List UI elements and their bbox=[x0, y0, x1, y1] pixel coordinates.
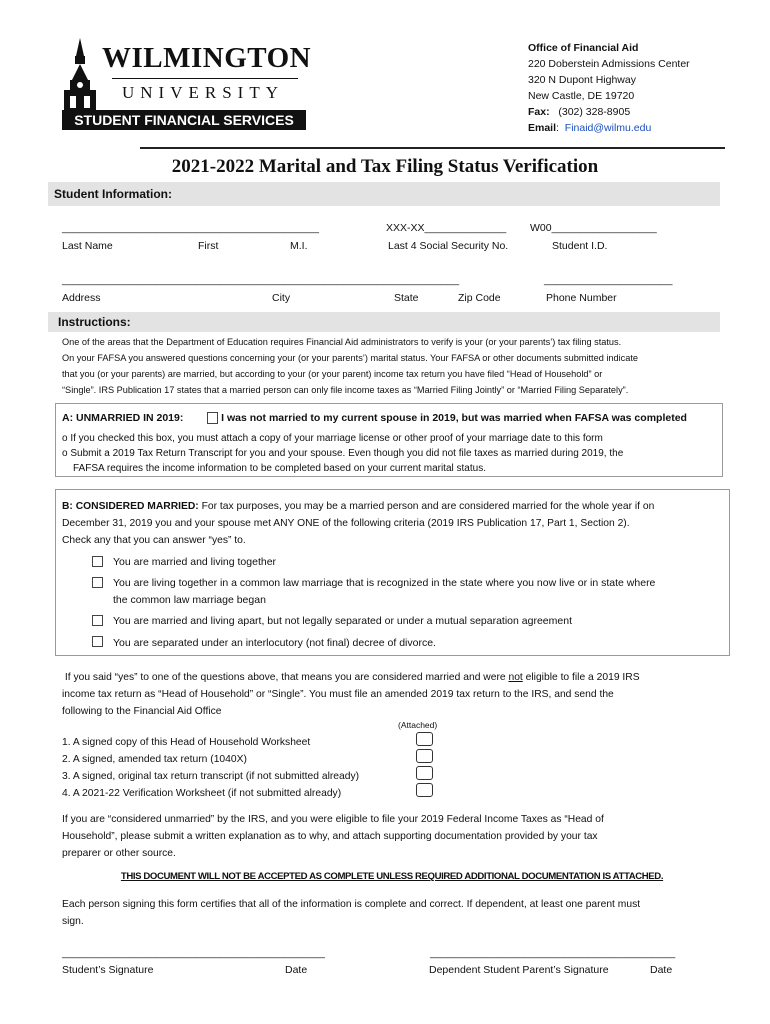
email-link[interactable]: Finaid@wilmu.edu bbox=[564, 122, 652, 134]
ssn-label: Last 4 Social Security No. bbox=[388, 240, 509, 252]
yes-text: following to the Financial Aid Office bbox=[62, 706, 222, 717]
logo-wordmark-mid: UNIVERSITY bbox=[122, 83, 284, 102]
separated-decree-checkbox[interactable] bbox=[92, 635, 103, 647]
instructions-line: that you (or your parents) are married, but according to your (or your parent) income tax return you have filed “Head of Household” or bbox=[62, 369, 603, 379]
option-label-cont: the common law marriage began bbox=[113, 594, 266, 606]
instructions-text bbox=[62, 334, 722, 398]
logo-band: STUDENT FINANCIAL SERVICES bbox=[62, 110, 306, 130]
attached-checkbox-3[interactable] bbox=[416, 766, 433, 780]
fax-number: (302) 328-8905 bbox=[558, 106, 631, 118]
section-a-bullet: o Submit a 2019 Tax Return Transcript for you and your spouse. Even though you did not file taxes as married during 2019, the bbox=[62, 448, 624, 459]
student-signature-line[interactable]: _____________________________________________ bbox=[62, 947, 325, 959]
student-signature-label: Student’s Signature bbox=[62, 964, 154, 976]
yes-text: income tax return as “Head of Household” or “Single”. You must file an amended 2019 tax return to the IRS, and send the bbox=[62, 689, 614, 700]
section-a-label: A: UNMARRIED IN 2019: bbox=[62, 412, 184, 424]
unmarried-text: Household”, please submit a written explanation as to why, and attach supporting documentation provided by your tax bbox=[62, 831, 598, 842]
certify-text: Each person signing this form certifies that all of the information is complete and correct. If dependent, at least one parent must bbox=[62, 899, 641, 910]
logo-rule bbox=[112, 78, 298, 79]
section-a-header bbox=[62, 412, 687, 424]
attached-header: (Attached) bbox=[398, 720, 438, 730]
section-b-label: B: CONSIDERED MARRIED: bbox=[62, 501, 199, 512]
instructions-line: One of the areas that the Department of Education requires Financial Aid administrators to verify is your (or your parents’) tax filing status. bbox=[62, 337, 622, 347]
yes-text: If you said “yes” to one of the questions above, that means you are considered married and were bbox=[64, 672, 509, 683]
instructions-line: “Single”. IRS Publication 17 states that a married person can only file income taxes as “Married Filing Jointly” or “Married Filing Separately”. bbox=[62, 385, 629, 395]
unmarried-checkbox[interactable] bbox=[207, 412, 218, 424]
attached-checkbox-1[interactable] bbox=[416, 732, 433, 746]
header-divider bbox=[140, 147, 725, 149]
list-item: 3. A signed, original tax return transcript (if not submitted already) bbox=[62, 771, 360, 782]
unmarried-text: If you are “considered unmarried” by the IRS, and you were eligible to file your 2019 Federal Income Taxes as “Head of bbox=[62, 814, 604, 825]
parent-date-label: Date bbox=[650, 964, 673, 976]
fax-label: Fax: bbox=[528, 106, 550, 118]
list-item: 2. A signed, amended tax return (1040X) bbox=[62, 754, 247, 765]
option-label: You are living together in a common law marriage that is recognized in the state where you now live or in state where bbox=[113, 577, 656, 589]
parent-signature-label: Dependent Student Parent’s Signature bbox=[429, 964, 609, 976]
fax-line bbox=[528, 104, 690, 120]
logo-wordmark-top: WILMINGTON bbox=[102, 42, 312, 74]
office-title: Office of Financial Aid bbox=[528, 42, 639, 54]
common-law-checkbox[interactable] bbox=[92, 576, 103, 588]
student-date-label: Date bbox=[285, 964, 308, 976]
unmarried-paragraph bbox=[62, 811, 604, 862]
page-title: 2021-2022 Marital and Tax Filing Status Verification bbox=[171, 156, 599, 177]
section-a-bullet-cont: FAFSA requires the income information to be completed based on your current marital status. bbox=[73, 463, 486, 474]
state-label: State bbox=[394, 292, 419, 304]
certify-paragraph bbox=[62, 896, 640, 930]
address-line: New Castle, DE 19720 bbox=[528, 90, 635, 102]
list-item: 4. A 2021-22 Verification Worksheet (if not submitted already) bbox=[62, 788, 342, 799]
section-b-intro bbox=[62, 498, 654, 549]
student-id-label: Student I.D. bbox=[552, 240, 608, 252]
section-a-bullets bbox=[62, 431, 623, 476]
email-line: Email: Finaid@wilmu.edu bbox=[528, 122, 652, 134]
yes-text-underline: not bbox=[508, 672, 523, 683]
section-a-bullet: o If you checked this box, you must attach a copy of your marriage license or other proof of your marriage date to this form bbox=[62, 433, 603, 444]
last-name-label: Last Name bbox=[62, 240, 113, 252]
section-b-text: December 31, 2019 you and your spouse met ANY ONE of the following criteria (2019 IRS Publication 17, Part 1, Section 2). bbox=[62, 518, 630, 529]
list-item: 1. A signed copy of this Head of Household Worksheet bbox=[62, 737, 311, 748]
attached-checkbox-2[interactable] bbox=[416, 749, 433, 763]
address-line: 320 N Dupont Highway bbox=[528, 74, 636, 86]
option-label: You are married and living apart, but not legally separated or under a mutual separation agreement bbox=[113, 615, 572, 627]
phone-input-line[interactable]: ______________________ bbox=[544, 274, 673, 286]
section-b-text: Check any that you can answer “yes” to. bbox=[62, 535, 246, 546]
unmarried-text: preparer or other source. bbox=[62, 848, 176, 859]
option-label: You are married and living together bbox=[113, 556, 277, 568]
attached-checkbox-4[interactable] bbox=[416, 783, 433, 797]
parent-signature-line[interactable]: __________________________________________ bbox=[430, 947, 676, 959]
clock-tower-icon bbox=[62, 38, 98, 120]
name-input-line[interactable]: ____________________________________________ bbox=[62, 222, 319, 234]
option-label: You are separated under an interlocutory (not final) decree of divorce. bbox=[113, 637, 436, 649]
city-label: City bbox=[272, 292, 291, 304]
yes-text: eligible to file a 2019 IRS bbox=[522, 672, 640, 683]
address-line: 220 Doberstein Admissions Center bbox=[528, 58, 690, 70]
required-docs-list bbox=[62, 734, 359, 802]
mi-label: M.I. bbox=[290, 240, 308, 252]
phone-label: Phone Number bbox=[546, 292, 617, 304]
married-living-apart-checkbox[interactable] bbox=[92, 614, 103, 626]
married-living-together-checkbox[interactable] bbox=[92, 555, 103, 567]
first-name-label: First bbox=[198, 240, 219, 252]
office-address-block bbox=[528, 40, 690, 136]
required-notice: THIS DOCUMENT WILL NOT BE ACCEPTED AS COMPLETE UNLESS REQUIRED ADDITIONAL DOCUMENTATION IS ATTACHED. bbox=[120, 871, 664, 882]
unmarried-checkbox-text: I was not married to my current spouse in 2019, but was married when FAFSA was completed bbox=[221, 412, 687, 424]
address-label: Address bbox=[62, 292, 101, 304]
instructions-heading: Instructions: bbox=[48, 312, 720, 332]
zip-label: Zip Code bbox=[458, 292, 501, 304]
student-info-heading: Student Information: bbox=[48, 182, 720, 206]
certify-text: sign. bbox=[62, 916, 84, 927]
section-b-text: For tax purposes, you may be a married person and are considered married for the whole year if on bbox=[201, 501, 655, 512]
ssn-input-line[interactable]: XXX-XX______________ bbox=[386, 222, 507, 234]
instructions-line: On your FAFSA you answered questions concerning your (or your parents’) marital status. Your FAFSA or other documents submitted indicate bbox=[62, 353, 639, 363]
address-input-line[interactable]: ____________________________________________________________________ bbox=[62, 274, 460, 286]
yes-paragraph bbox=[62, 669, 640, 720]
student-id-input-line[interactable]: W00__________________ bbox=[530, 222, 657, 234]
email-label: Email bbox=[528, 122, 557, 134]
